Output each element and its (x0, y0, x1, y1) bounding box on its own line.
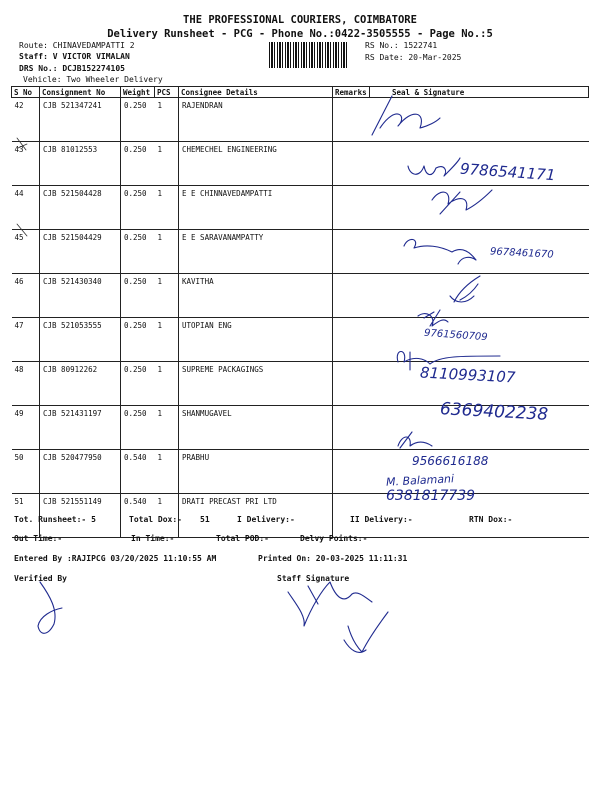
signature-mark-50 (398, 432, 432, 448)
cell-sno: 43 (12, 142, 40, 186)
cell-consignee: RAJENDRAN (179, 98, 333, 142)
row-marker-43 (17, 138, 27, 150)
delvy-points: Delvy Points:- (300, 534, 368, 543)
cell-weight: 0.250 (121, 406, 155, 450)
tot-runsheet: Tot. Runsheet:- 5 (14, 515, 96, 524)
cell-pcs: 1 (155, 274, 179, 318)
handwritten-phone-48: 8110993107 (419, 363, 516, 387)
cell-consignment: CJB 521430340 (40, 274, 121, 318)
cell-consignee: UTOPIAN ENG (179, 318, 333, 362)
header-consignee: Consignee Details (179, 87, 333, 98)
signature-mark-42 (372, 96, 440, 135)
handwritten-phone-45: 9678461670 (489, 246, 554, 261)
signature-mark-43 (408, 158, 460, 176)
cell-weight: 0.540 (121, 450, 155, 494)
company-title: THE PROFESSIONAL COURIERS, COIMBATORE (183, 14, 417, 26)
cell-pcs: 1 (155, 450, 179, 494)
handwritten-phone-43: 9786541171 (459, 159, 556, 185)
staff-signature-label: Staff Signature (277, 574, 350, 583)
cell-consignment: CJB 521504429 (40, 230, 121, 274)
signature-mark-44 (432, 190, 492, 214)
printed-on: Printed On: 20-03-2025 11:11:31 (258, 554, 408, 563)
total-dox-value: 51 (200, 515, 210, 524)
cell-weight: 0.250 (121, 186, 155, 230)
cell-sno: 45 (12, 230, 40, 274)
cell-sno: 47 (12, 318, 40, 362)
rtn-dox: RTN Dox:- (469, 515, 513, 524)
cell-consignment: CJB 520477950 (40, 450, 121, 494)
rs-date: RS Date: 20-Mar-2025 (365, 53, 462, 62)
cell-consignment: CJB 521431197 (40, 406, 121, 450)
cell-weight: 0.250 (121, 142, 155, 186)
route-label: Route: CHINAVEDAMPATTI 2 (19, 41, 135, 50)
header-remarks: Remarks (333, 87, 370, 98)
cell-consignment: CJB 521551149 (40, 494, 121, 538)
cell-pcs: 1 (155, 494, 179, 538)
in-time: In Time:- (131, 534, 175, 543)
entered-by: Entered By :RAJIPCG 03/20/2025 11:10:55 AM (14, 554, 217, 563)
total-dox-label: Total Dox:- (129, 515, 182, 524)
cell-consignee: SUPREME PACKAGINGS (179, 362, 333, 406)
cell-consignment: CJB 80912262 (40, 362, 121, 406)
header-seal-signature: Seal & Signature (370, 87, 589, 98)
verified-by-label: Verified By (14, 574, 67, 583)
cell-consignment: CJB 521504428 (40, 186, 121, 230)
cell-consignee: CHEMECHEL ENGINEERING (179, 142, 333, 186)
header-pcs: PCS (155, 87, 179, 98)
cell-pcs: 1 (155, 186, 179, 230)
handwritten-phone-50: 9566616188 (412, 454, 489, 468)
handwritten-phone-49: 6369402238 (439, 399, 549, 425)
cell-consignee: KAVITHA (179, 274, 333, 318)
row-marker-45 (17, 224, 27, 236)
cell-pcs: 1 (155, 98, 179, 142)
cell-consignment: CJB 521053555 (40, 318, 121, 362)
runsheet-subtitle: Delivery Runsheet - PCG - Phone No.:0422-3505555 - Page No.:5 (107, 28, 493, 40)
cell-consignee: PRABHU (179, 450, 333, 494)
staff-label: Staff: V VICTOR VIMALAN (19, 52, 130, 61)
cell-pcs: 1 (155, 142, 179, 186)
out-time: Out Time:- (14, 534, 63, 543)
cell-pcs: 1 (155, 230, 179, 274)
staff-signature-mark (288, 582, 372, 626)
header-consignment: Consignment No (40, 87, 121, 98)
cell-consignment: CJB 81012553 (40, 142, 121, 186)
cell-consignee: DRATI PRECAST PRI LTD (179, 494, 333, 538)
ii-delivery: II Delivery:- (350, 515, 413, 524)
signature-mark-47 (418, 310, 448, 326)
cell-sno: 48 (12, 362, 40, 406)
total-pod: Total POD:- (216, 534, 269, 543)
cell-weight: 0.250 (121, 362, 155, 406)
handwritten-phone-51: 6381817739 (386, 488, 476, 504)
cell-pcs: 1 (155, 362, 179, 406)
drs-label: DRS No.: DCJB152274105 (19, 64, 125, 73)
cell-sno: 49 (12, 406, 40, 450)
cell-sno: 44 (12, 186, 40, 230)
cell-sno: 46 (12, 274, 40, 318)
rs-number: RS No.: 1522741 (365, 41, 438, 50)
cell-pcs: 1 (155, 318, 179, 362)
cell-sno: 42 (12, 98, 40, 142)
cell-weight: 0.540 (121, 494, 155, 538)
tick-mark (344, 612, 388, 652)
cell-consignment: CJB 521347241 (40, 98, 121, 142)
signature-mark-46 (450, 276, 480, 302)
cell-sno: 51 (12, 494, 40, 538)
verified-by-mark (38, 582, 62, 633)
cell-pcs: 1 (155, 406, 179, 450)
cell-weight: 0.250 (121, 318, 155, 362)
handwritten-name-51: M. Balamani (385, 472, 455, 489)
cell-weight: 0.250 (121, 274, 155, 318)
header-sno: S No (12, 87, 40, 98)
vehicle-label: Vehicle: Two Wheeler Delivery (23, 75, 163, 84)
signature-mark-45 (404, 239, 476, 264)
cell-weight: 0.250 (121, 98, 155, 142)
cell-weight: 0.250 (121, 230, 155, 274)
cell-consignee: E E SARAVANAMPATTY (179, 230, 333, 274)
cell-consignee: E E CHINNAVEDAMPATTI (179, 186, 333, 230)
header-weight: Weight (121, 87, 155, 98)
signature-mark-48 (397, 352, 500, 371)
i-delivery: I Delivery:- (237, 515, 295, 524)
handwritten-phone-47: 9761560709 (423, 327, 488, 344)
cell-consignee: SHANMUGAVEL (179, 406, 333, 450)
cell-sno: 50 (12, 450, 40, 494)
